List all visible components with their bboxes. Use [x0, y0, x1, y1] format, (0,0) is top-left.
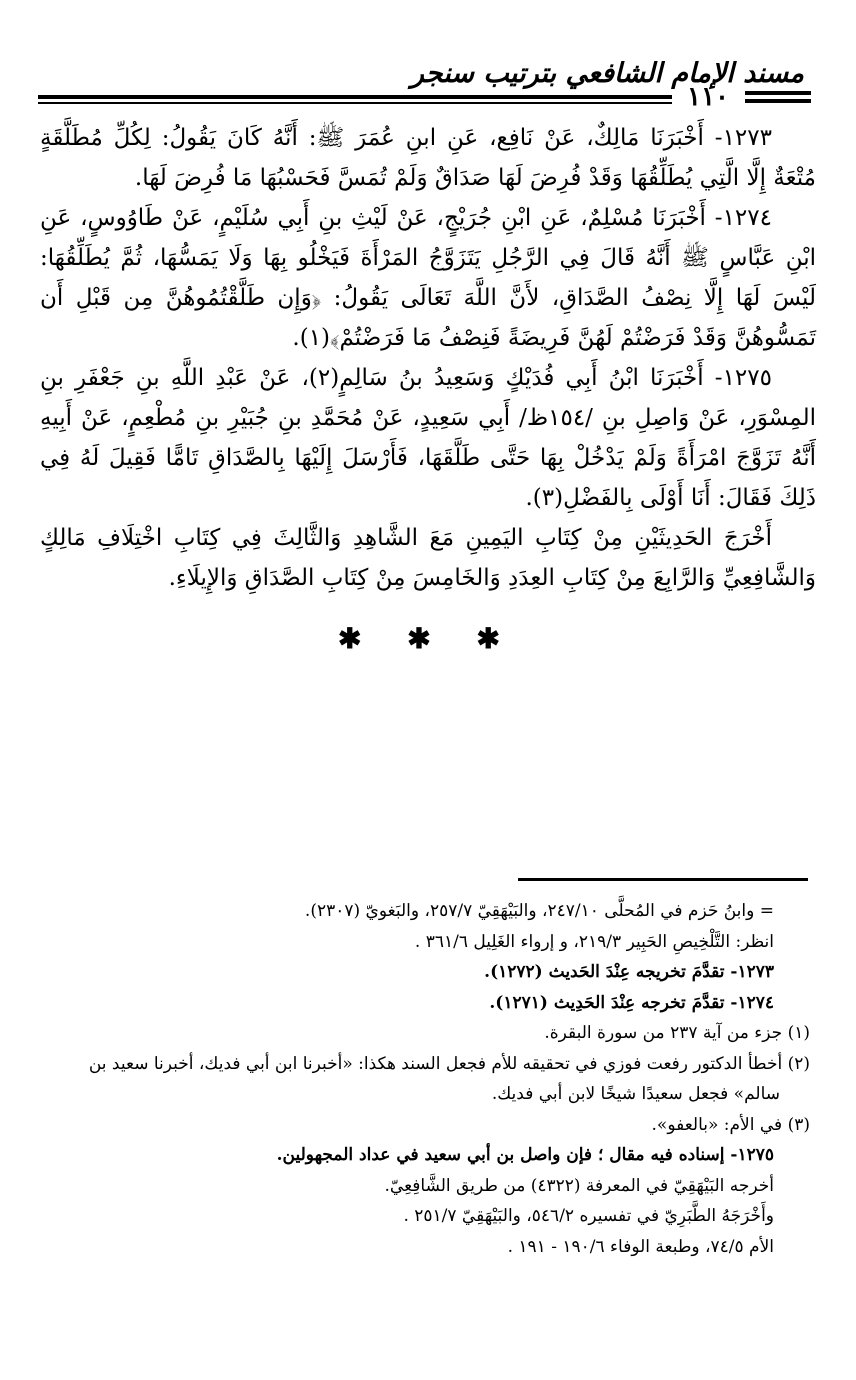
footnote-2: (٢) أخطأ الدكتور رفعت فوزي في تحقيقه للأم فجعل السند هكذا: «أخبرنا ابن أبي فديك، أخبرنا سعيد بن سالم» فجعل سعيدًا شيخًا لابن أبي فديك.	[88, 1053, 810, 1104]
header-rule	[745, 91, 811, 95]
takhrij-1275-line: وأَخْرَجَهُ الطَّبَرِيّ في تفسيره ٥٤٦/٢، والبَيْهَقِيّ ٢٥١/٧ .	[403, 1206, 774, 1226]
takhrij-1275-line: أخرجه البَيْهَقِيّ في المعرفة (٤٣٢٢) من طريق الشَّافِعِيّ.	[384, 1175, 774, 1196]
footnote-1: (١) جزء من آية ٢٣٧ من سورة البقرة.	[544, 1023, 810, 1043]
takhrij-1273: ١٢٧٣- تقدَّمَ تخريجه عِنْدَ الحَديث (١٢٧٢).	[484, 962, 774, 982]
takhrij-1275-line: الأم ٧٤/٥، وطبعة الوفاء ١٩٠/٦ - ١٩١ .	[507, 1236, 774, 1257]
main-text	[40, 118, 816, 598]
takhrij-1275: ١٢٧٥- إسناده فيه مقال ؛ فإن واصل بن أبي سعيد في عداد المجهولين.	[276, 1145, 774, 1165]
running-header-title: مسند الإمام الشافعي بترتيب سنجر	[410, 58, 804, 89]
footnote-3: (٣) في الأم: «بالعفو».	[651, 1114, 810, 1135]
header-rule	[745, 99, 811, 103]
footnote-continuation: = وابنُ حَزم في المُحلَّى ٢٤٧/١٠، والبَيْهَقِيّ ٢٥٧/٧، والبَغويّ (٢٣٠٧).	[304, 901, 774, 921]
page-number: ١١٠	[687, 82, 729, 112]
footnote-separator	[518, 878, 808, 881]
hadith-1274: ١٢٧٤- أَخْبَرَنَا مُسْلِمٌ، عَنِ ابْنِ جُرَيْجٍ، عَنْ لَيْثِ بنِ أَبِي سُلَيْمٍ، عَنْ طَاوُوسٍ، عَنِ ابْنِ عَبَّاسٍ ﷺ أَنَّهُ قَالَ فِي الرَّجُلِ يَتَزَوَّجُ المَرْأَةَ فَيَخْلُو بِهَا وَلَا يَمَسُّهَا، ثُمَّ يُطَلِّقُهَا: لَيْسَ لَهَا إِلَّا نِصْفُ الصَّدَاقِ، لأَنَّ اللَّهَ تَعَالَى يَقُولُ: ﴿وَإِن طَلَّقْتُمُوهُنَّ مِن قَبْلِ أَن تَمَسُّوهُنَّ وَقَدْ فَرَضْتُمْ لَهُنَّ فَرِيضَةً فَنِصْفُ مَا فَرَضْتُمْ﴾(١).	[40, 205, 816, 351]
footnotes	[40, 896, 810, 1262]
header-rule	[38, 95, 672, 99]
header-rule	[38, 102, 672, 104]
footnote-continuation: انظر: التَّلْخِيصِ الحَبِير ٢١٩/٣، و إرواء الغَلِيل ٣٦١/٦ .	[414, 931, 774, 952]
hadith-1275: ١٢٧٥- أَخْبَرَنَا ابْنُ أَبِي فُدَيْكٍ وَسَعِيدُ بنُ سَالِمٍ(٢)، عَنْ عَبْدِ اللَّهِ بنِ جَعْفَرِ بنِ المِسْوَرِ، عَنْ وَاصِلِ بنِ /١٥٤ظ/ أَبِي سَعِيدٍ، عَنْ مُحَمَّدِ بنِ جُبَيْرِ بنِ مُطْعِمٍ، عَنْ أَبِيهِ أَنَّهُ تَزَوَّجَ امْرَأَةً وَلَمْ يَدْخُلْ بِهَا حَتَّى طَلَّقَهَا، فَأَرْسَلَ إِلَيْهَا بِالصَّدَاقِ تَامًّا فَقِيلَ لَهُ فِي ذَلِكَ فَقَالَ: أَنَا أَوْلَى بِالفَضْلِ(٣).	[40, 365, 816, 511]
closing-paragraph: أَخْرَجَ الحَدِيثَيْنِ مِنْ كِتَابِ اليَمِينِ مَعَ الشَّاهِدِ وَالثَّالِثَ فِي كِتَابِ اخْتِلَافِ مَالِكٍ وَالشَّافِعِيِّ وَالرَّابِعَ مِنْ كِتَابِ العِدَدِ وَالخَامِسَ مِنْ كِتَابِ الصَّدَاقِ وَالإِيلَاءِ.	[40, 525, 816, 591]
section-end-stars: ✱ ✱ ✱	[338, 622, 518, 655]
takhrij-1274: ١٢٧٤- تقدَّمَ تخرجه عِنْدَ الحَدِيث (١٢٧١).	[489, 992, 774, 1013]
hadith-1273: ١٢٧٣- أَخْبَرَنَا مَالِكٌ، عَنْ نَافِع، عَنِ ابنِ عُمَرَ ﷺ: أَنَّهُ كَانَ يَقُولُ: لِكُلِّ مُطَلَّقَةٍ مُتْعَةٌ إِلَّا الَّتِي يُطَلِّقُهَا وَقَدْ فُرِضَ لَهَا صَدَاقٌ وَلَمْ تُمَسَّ فَحَسْبُهَا مَا فُرِضَ لَهَا.	[40, 125, 816, 191]
